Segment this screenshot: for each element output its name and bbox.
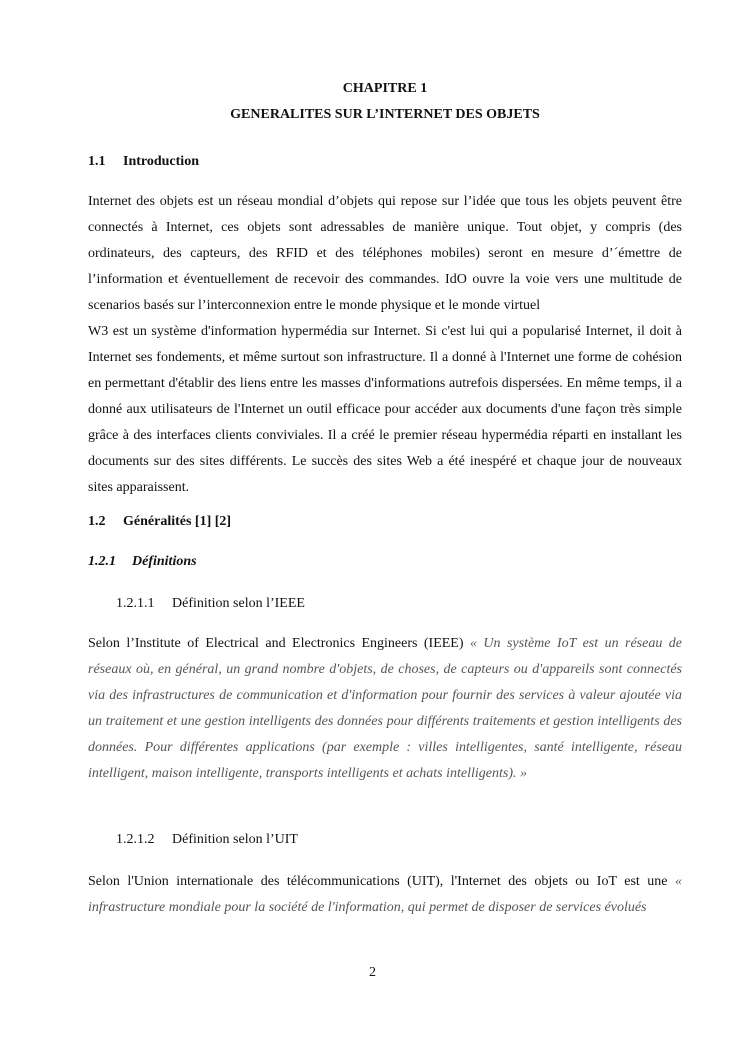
paragraph-intro: Internet des objets est un réseau mondial d’objets qui repose sur l’idée que tous les objets peuvent être connectés à Internet, ces objets sont adressables de manière unique. Tout objet, y compris (des ordinateurs, des capteurs, des RFID et des téléphones mobiles) seront en mesure d’´émettre de l’information et éventuellement de recevoir des commandes. IdO ouvre la voie vers une multitude de scenarios basés sur l’interconnexion entre le monde physique et le monde virtuel <box>88 194 682 313</box>
page-number: 2 <box>369 965 376 980</box>
section-number: 1.2 <box>88 514 106 529</box>
section-heading-introduction <box>88 154 199 170</box>
section-heading-generalites <box>88 514 231 530</box>
subsubsection-number: 1.2.1.2 <box>116 832 155 847</box>
subsubsection-title: Définition selon l’UIT <box>172 832 298 847</box>
paragraph-ieee <box>88 631 682 787</box>
paragraph-w3: W3 est un système d'information hypermédia sur Internet. Si c'est lui qui a popularisé Internet, il doit à Internet ses fondements, et même surtout son infrastructure. Il a donné à l'Internet une forme de cohésion en permettant d'établir des liens entre les masses d'informations autrefois dispersées. En même temps, il a donné aux utilisateurs de l'Internet un outil efficace pour accéder aux documents d'une façon très simple grâce à des interfaces clients conviviales. Il a créé le premier réseau hypermédia réparti en installant les documents sur des sites différents. Le succès des sites Web a été inespéré et chaque jour de nouveaux sites apparaissent. <box>88 324 682 495</box>
chapter-label: CHAPITRE 1 <box>342 81 428 96</box>
chapter-title: GENERALITES SUR L’INTERNET DES OBJETS <box>230 107 540 122</box>
subsubsection-heading-uit <box>116 832 298 848</box>
section-number: 1.1 <box>88 154 106 169</box>
ieee-lead-text: Selon l’Institute of Electrical and Electronics Engineers (IEEE) <box>88 636 470 651</box>
section-title: Généralités [1] [2] <box>123 514 232 529</box>
paragraph-uit <box>88 869 682 921</box>
subsubsection-heading-ieee <box>116 596 305 612</box>
subsection-title: Définitions <box>132 554 197 569</box>
subsection-number: 1.2.1 <box>88 554 116 569</box>
uit-quote: « infrastructure mondiale pour la société de l'information, qui permet de disposer de services évolués <box>88 874 682 915</box>
uit-lead-text: Selon l'Union internationale des télécommunications (UIT), l'Internet des objets ou IoT est une <box>88 874 675 889</box>
subsubsection-number: 1.2.1.1 <box>116 596 155 611</box>
subsubsection-title: Définition selon l’IEEE <box>172 596 305 611</box>
ieee-quote: « Un système IoT est un réseau de réseaux où, en général, un grand nombre d'objets, de choses, de capteurs ou d'appareils sont connectés via des infrastructures de communication et d'information pour fournir des services à valeur ajoutée via un traitement et une gestion intelligents des données pour différents traitements et gestion intelligents des données. Pour différentes applications (par exemple : villes intelligentes, santé intelligente, réseau intelligent, maison intelligente, transports intelligents et achats intelligents). » <box>88 636 683 781</box>
section-title: Introduction <box>123 154 199 169</box>
subsection-heading-definitions <box>88 554 197 570</box>
